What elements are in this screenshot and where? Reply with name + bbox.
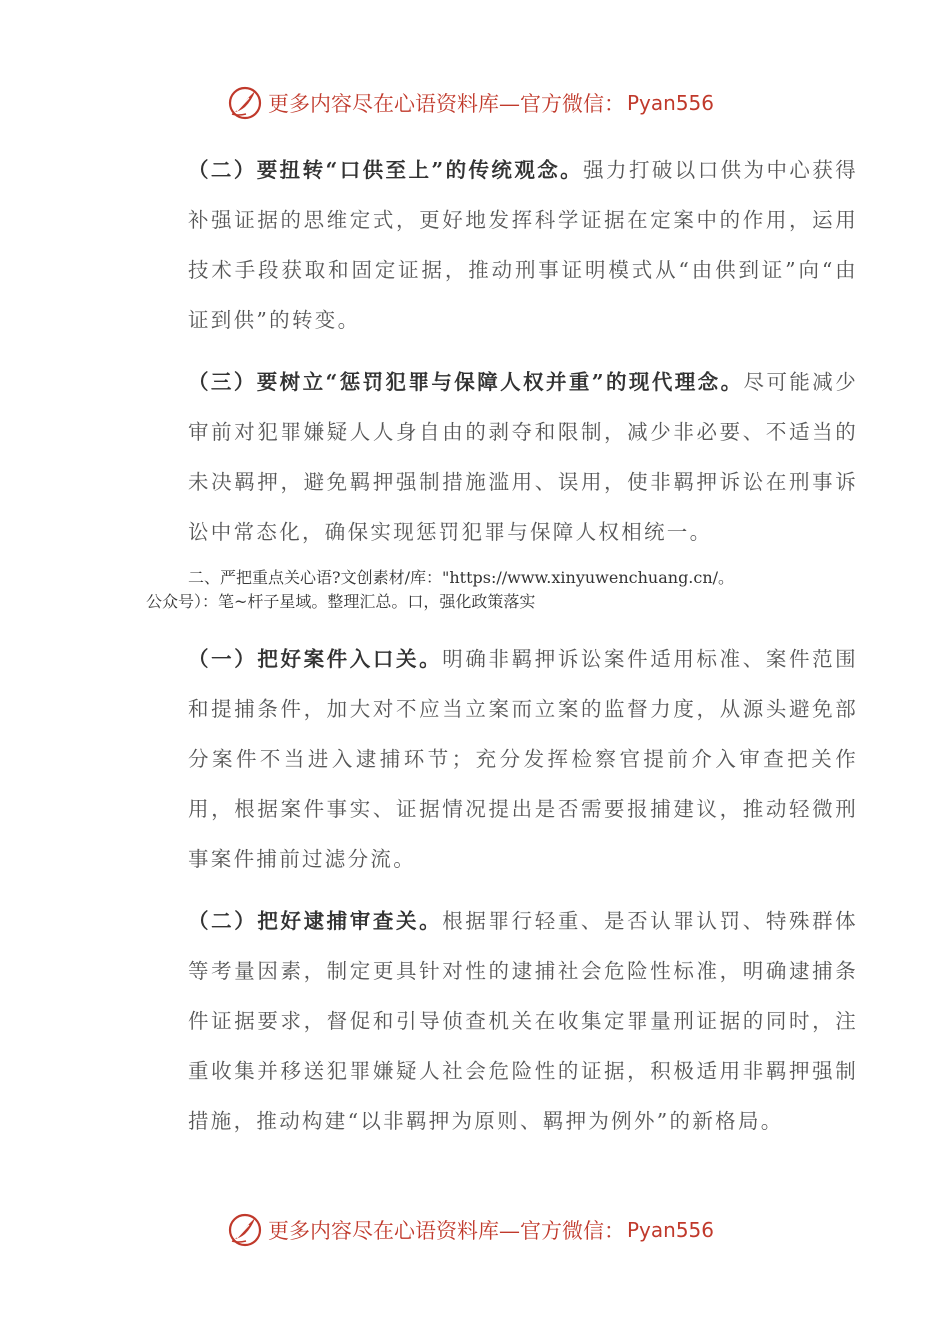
quill-logo-icon [228, 86, 262, 120]
header-banner [228, 86, 748, 120]
paragraph-1-case-entry [146, 634, 858, 884]
banner-wechat-handle: Pyan556 [627, 91, 715, 115]
banner-text: 更多内容尽在心语资料库—官方微信： [268, 92, 625, 116]
paragraph-body: 根据罪行轻重、是否认罪认罚、特殊群体等考量因素，制定更具针对性的逮捕社会危险性标准，明确逮捕条件证据要求，督促和引导侦查机关在收集定罪量刑证据的同时，注重收集并移送犯罪嫌疑人社会危险性的证据，积极适用非羁押强制措施，推动构建“以非羁押为原则、羁押为例外”的新格局。 [188, 909, 858, 1133]
paragraph-lead: （一）把好案件入口关。 [188, 647, 443, 671]
paragraph-2-oral-confession [146, 145, 858, 345]
footer-banner [228, 1213, 748, 1247]
section-heading-line1: 二、严把重点关心语?文创素材/库："https://www.xinyuwenchuang.cn/。 [188, 568, 735, 587]
section-heading [146, 566, 836, 614]
banner-text: 更多内容尽在心语资料库—官方微信： [268, 1219, 625, 1243]
quill-logo-icon [228, 1213, 262, 1247]
paragraph-lead: （二）把好逮捕审查关。 [188, 909, 443, 933]
paragraph-2-arrest-review [146, 896, 858, 1146]
paragraph-body: 明确非羁押诉讼案件适用标准、案件范围和提捕条件，加大对不应当立案而立案的监督力度，从源头避免部分案件不当进入逮捕环节；充分发挥检察官提前介入审查把关作用，根据案件事实、证据情况提出是否需要报捕建议，推动轻微刑事案件捕前过滤分流。 [188, 647, 858, 871]
paragraph-3-modern-concept [146, 357, 858, 557]
paragraph-body: 强力打破以口供为中心获得补强证据的思维定式，更好地发挥科学证据在定案中的作用，运用技术手段获取和固定证据，推动刑事证明模式从“由供到证”向“由证到供”的转变。 [188, 158, 859, 332]
paragraph-body: 尽可能减少审前对犯罪嫌疑人人身自由的剥夺和限制，减少非必要、不适当的未决羁押，避免羁押强制措施滥用、误用，使非羁押诉讼在刑事诉讼中常态化，确保实现惩罚犯罪与保障人权相统一。 [188, 370, 859, 544]
paragraph-lead: （三）要树立“惩罚犯罪与保障人权并重”的现代理念。 [188, 370, 744, 394]
section-heading-line2: 公众号）：笔~杆子星域。整理汇总。口，强化政策落实 [146, 592, 536, 611]
paragraph-lead: （二）要扭转“口供至上”的传统观念。 [188, 158, 584, 182]
banner-wechat-handle: Pyan556 [627, 1218, 715, 1242]
